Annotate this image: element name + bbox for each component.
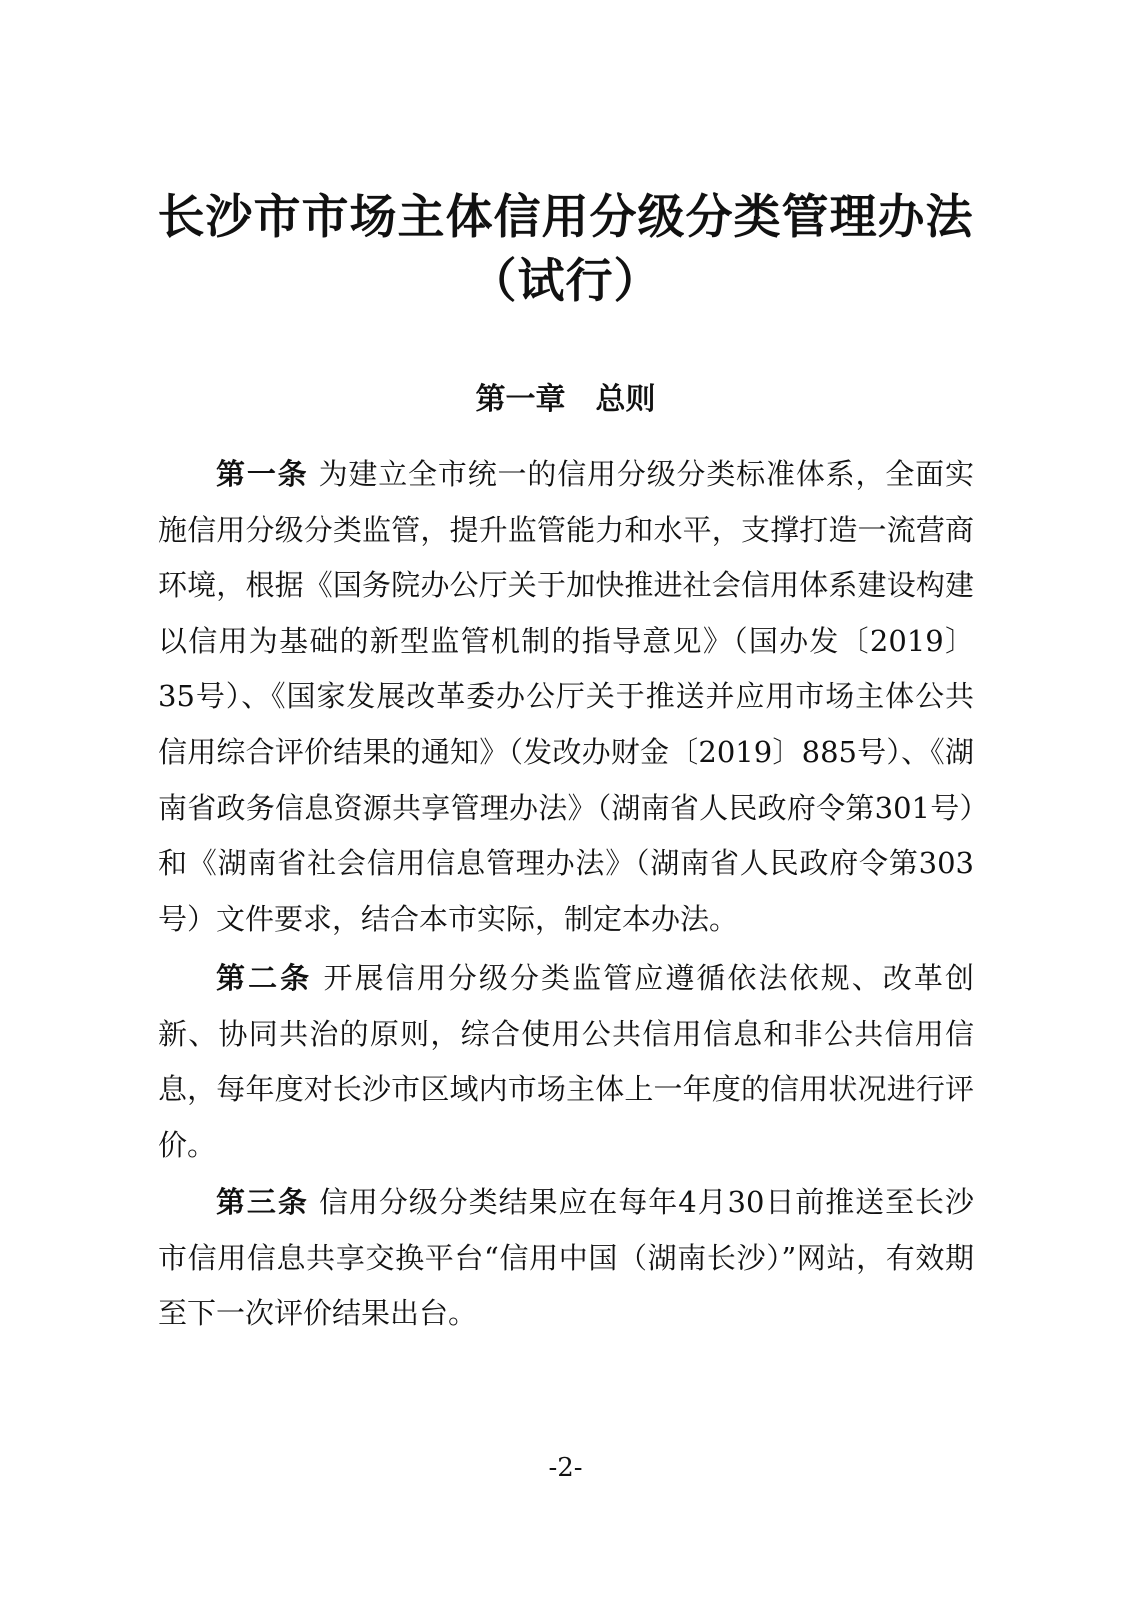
article-3-heading: 第三条: [216, 1185, 309, 1219]
article-1-text: 为建立全市统一的信用分级分类标准体系，全面实施信用分级分类监管，提升监管能力和水平，支撑打造一流营商环境，根据《国务院办公厅关于加快推进社会信用体系建设构建以信用为基础的新型监管机制的指导意见》（国办发〔2019〕35号）、《国家发展改革委办公厅关于推送并应用市场主体公共信用综合评价结果的通知》（发改办财金〔2019〕885号）、《湖南省政务信息资源共享管理办法》（湖南省人民政府令第301号）和《湖南省社会信用信息管理办法》（湖南省人民政府令第303号）文件要求，结合本市实际，制定本办法。: [158, 457, 974, 936]
article-1: [158, 447, 974, 947]
article-3-text: 信用分级分类结果应在每年4月30日前推送至长沙市信用信息共享交换平台“信用中国（湖南长沙）”网站，有效期至下一次评价结果出台。: [158, 1185, 974, 1331]
article-1-heading: 第一条: [216, 457, 309, 491]
document-title: 长沙市市场主体信用分级分类管理办法: [157, 190, 974, 245]
article-2-text: 开展信用分级分类监管应遵循依法依规、改革创新、协同共治的原则，综合使用公共信用信息和非公共信用信息，每年度对长沙市区域内市场主体上一年度的信用状况进行评价。: [158, 961, 974, 1162]
page-number: -2-: [548, 1453, 583, 1483]
chapter-heading: 第一章 总则: [475, 382, 656, 417]
article-2: [158, 951, 974, 1173]
article-3: [158, 1175, 974, 1342]
document-subtitle: （试行）: [469, 254, 662, 309]
article-2-heading: 第二条: [216, 961, 313, 995]
